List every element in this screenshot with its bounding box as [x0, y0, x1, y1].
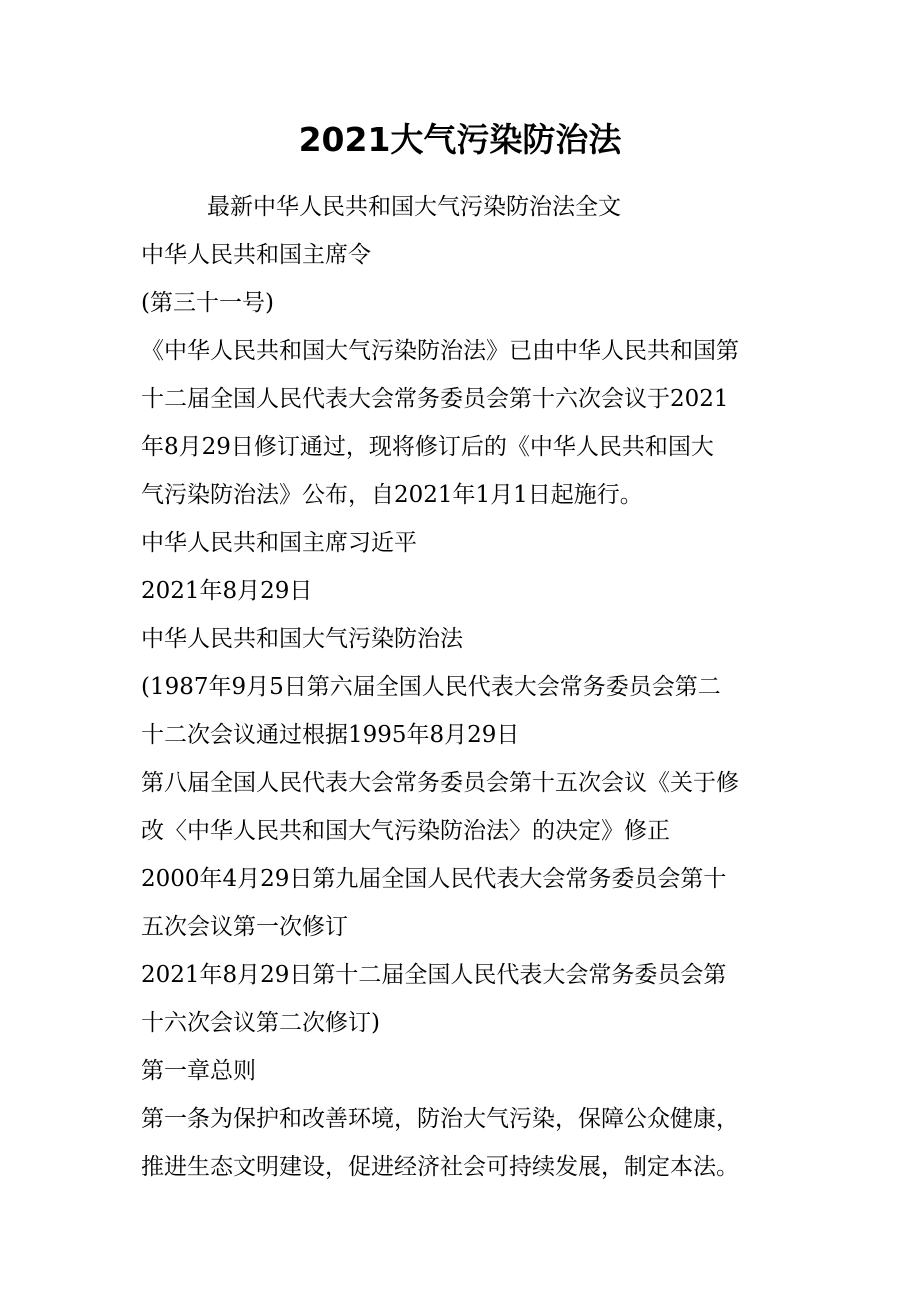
paragraph-line: 2021年8月29日 — [141, 578, 313, 604]
paragraph-line: 中华人民共和国主席令 — [141, 242, 371, 268]
paragraph-line: 气污染防治法》公布，自2021年1月1日起施行。 — [141, 482, 643, 508]
paragraph-line: 中华人民共和国主席习近平 — [141, 530, 417, 556]
paragraph-line: 2021年8月29日第十二届全国人民代表大会常务委员会第 — [141, 962, 727, 988]
paragraph-line: 第一条为保护和改善环境，防治大气污染，保障公众健康， — [141, 1106, 739, 1132]
paragraph-line: 改〈中华人民共和国大气污染防治法〉的决定》修正 — [141, 818, 670, 844]
document-title: 2021大气污染防治法 — [298, 120, 622, 159]
paragraph-line: 年8月29日修订通过，现将修订后的《中华人民共和国大 — [141, 434, 714, 460]
paragraph-line: 2000年4月29日第九届全国人民代表大会常务委员会第十 — [141, 866, 727, 892]
paragraph-line: 第八届全国人民代表大会常务委员会第十五次会议《关于修 — [141, 770, 739, 796]
paragraph-line: 十二届全国人民代表大会常务委员会第十六次会议于2021 — [141, 386, 729, 412]
paragraph-line: 十六次会议第二次修订) — [141, 1010, 380, 1036]
paragraph-line: 最新中华人民共和国大气污染防治法全文 — [207, 194, 621, 220]
paragraph-line: (1987年9月5日第六届全国人民代表大会常务委员会第二 — [141, 674, 721, 700]
paragraph-line: 推进生态文明建设，促进经济社会可持续发展，制定本法。 — [141, 1154, 739, 1180]
paragraph-line: 第一章总则 — [141, 1058, 256, 1084]
paragraph-line: (第三十一号) — [141, 290, 274, 316]
paragraph-line: 五次会议第一次修订 — [141, 914, 348, 940]
paragraph-line: 中华人民共和国大气污染防治法 — [141, 626, 463, 652]
document-body — [141, 183, 801, 1191]
paragraph-line: 十二次会议通过根据1995年8月29日 — [141, 722, 520, 748]
paragraph-line: 《中华人民共和国大气污染防治法》已由中华人民共和国第 — [141, 338, 739, 364]
